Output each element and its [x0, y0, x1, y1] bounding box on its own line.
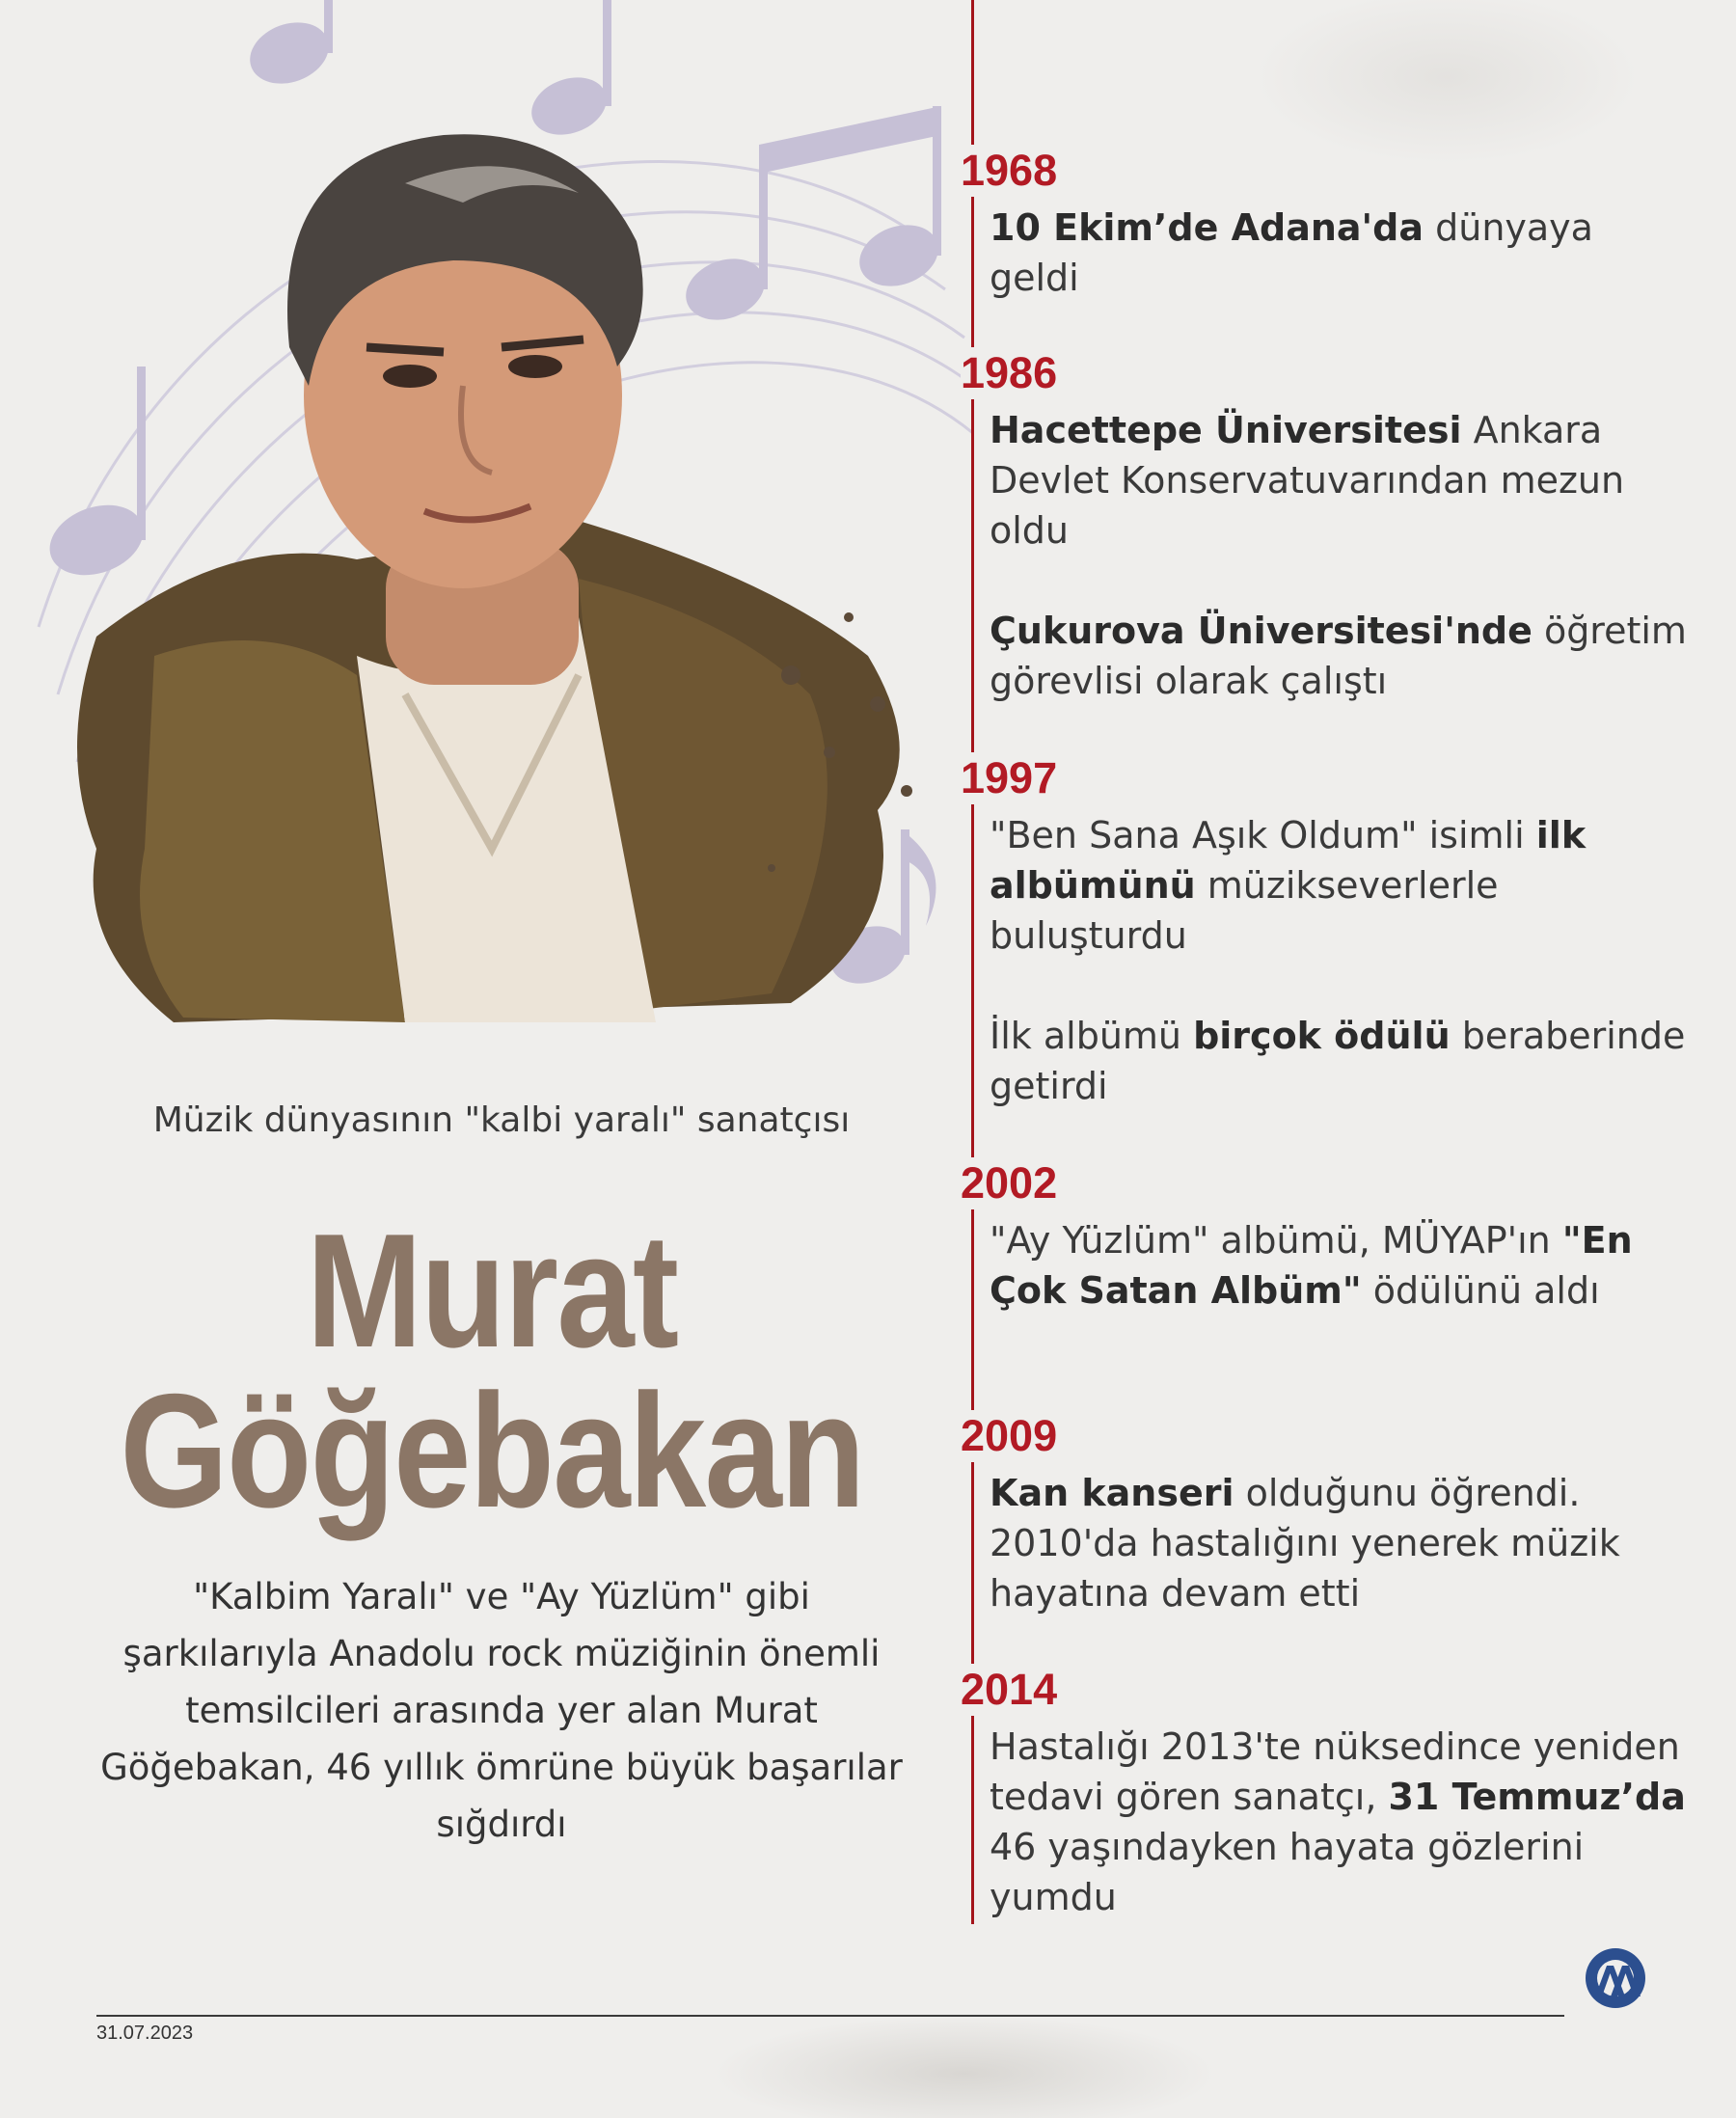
event-text: olduğunu öğrendi. 2010'da hastalığını yenerek müzik hayatına devam etti [990, 1472, 1620, 1615]
event-text: öğretim görevlisi olarak çalıştı [990, 610, 1687, 702]
event-text: ödülünü aldı [1361, 1269, 1600, 1312]
event-description [990, 810, 1694, 1111]
event-highlight: Hacettepe Üniversitesi [990, 409, 1462, 451]
event-text: müzikseverlerle buluşturdu [990, 864, 1499, 957]
event-paragraph [990, 405, 1694, 556]
timeline-event [961, 145, 1694, 303]
artist-name [119, 1200, 865, 1541]
event-paragraph [990, 1722, 1694, 1922]
event-paragraph [990, 606, 1694, 706]
event-year: 1968 [961, 146, 1058, 195]
event-highlight: 10 Ekim’de Adana'da [990, 206, 1424, 249]
name-line-2: Göğebakan [120, 1360, 864, 1541]
event-description [990, 1215, 1694, 1316]
event-highlight: "En Çok Satan Albüm" [990, 1219, 1633, 1312]
event-year: 1997 [961, 753, 1058, 802]
portrait-photo [39, 77, 964, 1042]
event-paragraph [990, 810, 1694, 961]
timeline-event [961, 752, 1694, 1111]
timeline-event [961, 1410, 1694, 1618]
event-description [990, 203, 1694, 303]
name-line-1: Murat [306, 1200, 678, 1381]
event-year: 2014 [961, 1665, 1058, 1714]
date: 31.07.2023 [96, 2023, 194, 2044]
event-paragraph [990, 203, 1694, 303]
event-text: Hastalığı 2013'te nüksedince yeniden tedavi gören sanatçı, [990, 1725, 1680, 1818]
event-highlight: Kan kanseri [990, 1472, 1234, 1514]
event-text: İlk albümü [990, 1015, 1194, 1057]
timeline-event [961, 1157, 1694, 1316]
event-highlight: ilk albümünü [990, 814, 1587, 907]
event-text: Ankara Devlet Konservatuvarından mezun oldu [990, 409, 1625, 552]
event-text: beraberinde getirdi [990, 1015, 1686, 1107]
event-description [990, 1468, 1694, 1618]
event-paragraph [990, 1468, 1694, 1618]
summary-text: "Kalbim Yaralı" ve "Ay Yüzlüm" gibi şarkılarıyla Anadolu rock müziğinin önemli temsilcileri arasında yer alan Murat Göğebakan, 46 yıllık ömrüne büyük başarılar sığdırdı [100, 1576, 903, 1845]
subtitle: Müzik dünyasının "kalbi yaralı" sanatçısı [152, 1100, 851, 1140]
event-year: 2009 [961, 1411, 1058, 1460]
aa-logo-icon [1582, 1944, 1649, 2012]
event-paragraph [990, 1011, 1694, 1111]
timeline-event [961, 347, 1694, 706]
event-text: 46 yaşındayken hayata gözlerini yumdu [990, 1826, 1585, 1918]
event-highlight: 31 Temmuz’da [1388, 1776, 1686, 1818]
event-highlight: Çukurova Üniversitesi'nde [990, 610, 1533, 652]
event-highlight: birçok ödülü [1193, 1015, 1451, 1057]
event-description [990, 405, 1694, 706]
timeline-event [961, 1664, 1694, 1922]
event-year: 2002 [961, 1158, 1058, 1208]
event-description [990, 1722, 1694, 1922]
event-paragraph [990, 1215, 1694, 1316]
event-text: "Ay Yüzlüm" albümü, MÜYAP'ın [990, 1219, 1562, 1262]
event-year: 1986 [961, 348, 1058, 397]
event-text: dünyaya geldi [990, 206, 1593, 299]
event-text: "Ben Sana Aşık Oldum" isimli [990, 814, 1536, 856]
footer-divider [96, 2015, 1564, 2017]
